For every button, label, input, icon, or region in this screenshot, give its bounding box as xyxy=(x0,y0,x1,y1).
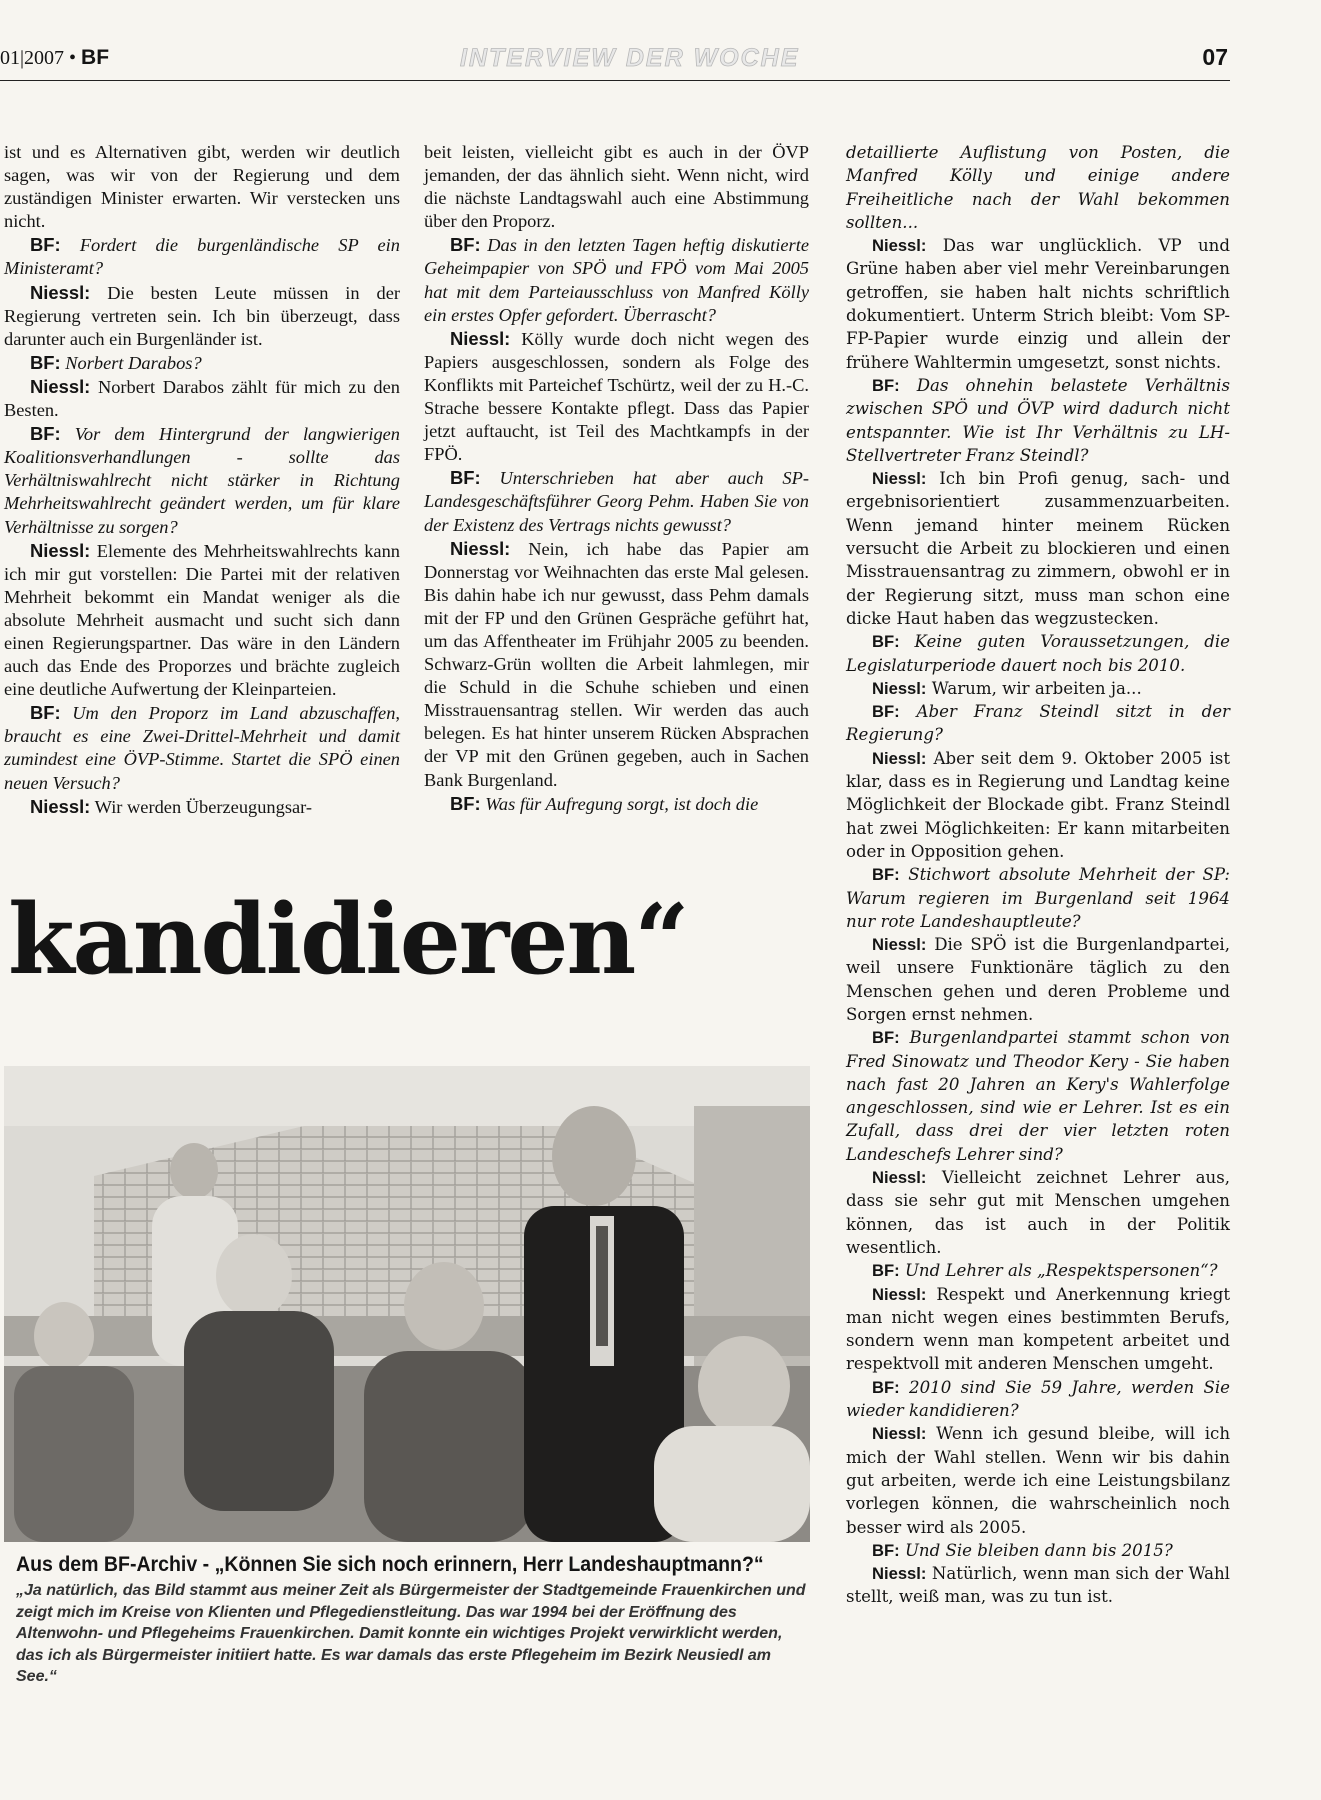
archive-photo xyxy=(4,1066,810,1542)
article-column-2 xyxy=(424,141,809,816)
paragraph-text: Vielleicht zeichnet Lehrer aus, dass sie sehr gut mit Menschen umgehen können, das ist auch in der Politik wesentlich. xyxy=(846,1168,1231,1257)
page-header xyxy=(0,40,1230,81)
paragraph-text: Nein, ich habe das Papier am Donnerstag vor Weihnachten das erste Mal gelesen. Bis dahin habe ich nur gewusst, dass Pehm damals mit der FP und den Grünen Gespräche geführt hat, um das Affentheater im Frühjahr 2005 zu beenden. Schwarz-Grün wollten die Arbeit lahmlegen, mir die Schuld in die Schuhe schieben und einen Misstrauensantrag stellen. Wir werden das auch belegen. Es hat hinter unserem Rücken Absprachen der VP mit den Grünen gegeben, auch in Sachen Bank Burgenland. xyxy=(424,538,809,790)
speaker-label: BF: xyxy=(872,1028,900,1048)
question-paragraph xyxy=(846,374,1230,467)
answer-paragraph xyxy=(424,327,809,467)
page-number: 07 xyxy=(1202,44,1228,70)
question-paragraph xyxy=(424,466,809,536)
paragraph-text: ist und es Alternativen gibt, werden wir deutlich sagen, was wir von der Regierung und dem zuständigen Minister erwarten. Wir verstecken uns nicht. xyxy=(4,142,400,232)
speaker-label: BF: xyxy=(450,467,481,489)
paragraph-text: Stichwort absolute Mehrheit der SP: Warum regieren im Burgenland seit 1964 nur rote Landeshauptleute? xyxy=(846,865,1230,931)
speaker-label: BF: xyxy=(30,234,61,256)
article-column-3 xyxy=(846,141,1230,1609)
speaker-label: BF: xyxy=(30,351,61,373)
paragraph-text: Vor dem Hintergrund der langwierigen Koalitionsverhandlungen - sollte das Verhältniswahlrecht nicht stärker in Richtung Mehrheitswahlrecht geändert werden, um für klare Verhältnisse zu sorgen? xyxy=(4,424,400,537)
answer-paragraph xyxy=(4,281,400,351)
speaker-label: BF: xyxy=(872,375,900,395)
answer-paragraph xyxy=(846,467,1230,630)
caption-title: Aus dem BF-Archiv - „Können Sie sich noch erinnern, Herr Landeshauptmann?“ xyxy=(16,1553,764,1576)
paragraph-text: 2010 sind Sie 59 Jahre, werden Sie wieder kandidieren? xyxy=(846,1377,1230,1421)
speaker-label: Niessl: xyxy=(30,539,91,561)
question-paragraph xyxy=(424,792,809,816)
paragraph-text: Um den Proporz im Land abzuschaffen, braucht es eine Zwei-Drittel-Mehrheit und damit zumindest eine ÖVP-Stimme. Startet die SPÖ einen neuen Versuch? xyxy=(4,703,400,793)
answer-paragraph xyxy=(846,933,1230,1026)
speaker-label: Niessl: xyxy=(450,327,511,349)
issue-info xyxy=(0,46,109,70)
answer-paragraph xyxy=(4,539,400,702)
paragraph-text: Keine guten Voraussetzungen, die Legislaturperiode dauert noch bis 2010. xyxy=(846,632,1230,675)
speaker-label: Niessl: xyxy=(30,375,91,397)
speaker-label: Niessl: xyxy=(30,281,91,303)
caption-text: „Ja natürlich, das Bild stammt aus meiner Zeit als Bürgermeister der Stadtgemeinde Frauenkirchen und zeigt mich im Kreise von Klienten und Pflegedienstleitung. Das war 1994 bei der Eröffnung des Altenwohn- und Pflegeheims Frauenkirchen. Damit konnte ein wichtiges Projekt verwirklicht werden, das ich als Bürgermeister initiiert hatte. Es war damals das erste Pflegeheim im Bezirk Neusiedl am See.“ xyxy=(16,1582,806,1686)
speaker-label: BF: xyxy=(30,423,61,445)
speaker-label: BF: xyxy=(450,234,481,256)
question-paragraph xyxy=(846,1376,1230,1423)
question-paragraph xyxy=(846,863,1230,933)
speaker-label: Niessl: xyxy=(872,1424,927,1444)
speaker-label: BF: xyxy=(872,865,900,885)
photo-illustration xyxy=(4,1066,810,1542)
question-paragraph xyxy=(4,422,400,538)
paragraph-text: Burgenlandpartei stammt schon von Fred Sinowatz und Theodor Kery - Sie haben nach fast 20 Jahren an Kery's Wahlerfolge angeschlossen, sind wie er Lehrer. Ist es ein Zufall, dass drei der vier letzten roten Landeschefs Lehrer sind? xyxy=(846,1028,1230,1164)
speaker-label: BF: xyxy=(872,702,900,722)
question-paragraph xyxy=(4,351,400,375)
question-paragraph xyxy=(846,1026,1230,1166)
answer-paragraph xyxy=(4,141,400,233)
issue-number: 01|2007 xyxy=(0,47,65,69)
speaker-label: Niessl: xyxy=(872,469,927,489)
paragraph-text: Norbert Darabos zählt für mich zu den Besten. xyxy=(4,376,400,421)
speaker-label: Niessl: xyxy=(872,935,927,955)
speaker-label: Niessl: xyxy=(872,678,927,698)
paragraph-text: Kölly wurde doch nicht wegen des Papiers ausgeschlossen, sondern als Folge des Konflikts mit Parteichef Tschürtz, weil der zu H.-C. Strache bessere Kontakte pflegt. Dass das Papier jetzt auftaucht, ist Teil des Machtkampfs in der FPÖ. xyxy=(424,328,809,465)
question-paragraph xyxy=(846,630,1230,677)
paragraph-text: Was für Aufregung sorgt, ist doch die xyxy=(485,793,759,814)
paragraph-text: Warum, wir arbeiten ja... xyxy=(931,678,1142,698)
paragraph-text: Die SPÖ ist die Burgenlandpartei, weil unsere Funktionäre täglich zu den Menschen gehen und deren Probleme und Sorgen ernst nehmen. xyxy=(846,935,1230,1024)
question-paragraph xyxy=(4,701,400,794)
question-paragraph xyxy=(424,233,809,326)
paragraph-text: Natürlich, wenn man sich der Wahl stellt, weiß man, was zu tun ist. xyxy=(846,1564,1230,1607)
paragraph-text: beit leisten, vielleicht gibt es auch in der ÖVP jemanden, der das ähnlich sieht. Wenn nicht, wird die nächste Landtagswahl auch eine Abstimmung über den Proporz. xyxy=(424,142,809,232)
paragraph-text: Das in den letzten Tagen heftig diskutierte Geheimpapier von SPÖ und FPÖ vom Mai 2005 hat mit dem Parteiausschluss von Manfred Kölly ein erstes Opfer gefordert. Überrascht? xyxy=(424,235,809,325)
brand-logo: BF xyxy=(81,46,110,69)
answer-paragraph xyxy=(424,141,809,233)
paragraph-text: Aber seit dem 9. Oktober 2005 ist klar, dass es in Regierung und Landtag keine Möglichkeit der Blockade gibt. Franz Steindl hat zwei Möglichkeiten: Er kann mitarbeiten oder in Opposition gehen. xyxy=(846,748,1230,861)
question-paragraph xyxy=(846,700,1230,747)
speaker-label: BF: xyxy=(872,1261,900,1281)
answer-paragraph xyxy=(846,677,1230,700)
paragraph-text: Elemente des Mehrheitswahlrechts kann ich mir gut vorstellen: Die Partei mit der relativen Mehrheit bekommt ein Mandat weniger als die absolute Mehrheit ausmacht und sucht sich dann einen Regierungspartner. Das wäre in den Ländern auch das Ende des Proporzes und brächte zugleich eine deutliche Aufwertung der Kleinparteien. xyxy=(4,540,400,700)
paragraph-text: Wir werden Überzeugungsar- xyxy=(94,796,313,817)
paragraph-text: Fordert die burgenländische SP ein Ministeramt? xyxy=(4,235,400,279)
answer-paragraph xyxy=(424,537,809,792)
paragraph-text: Und Sie bleiben dann bis 2015? xyxy=(904,1540,1173,1560)
answer-paragraph xyxy=(846,1166,1230,1259)
speaker-label: BF: xyxy=(30,702,61,724)
question-paragraph xyxy=(4,233,400,280)
paragraph-text: Das ohnehin belastete Verhältnis zwischen SPÖ und ÖVP wird dadurch nicht entspannter. Wie ist Ihr Verhältnis zu LH-Stellvertreter Franz Steindl? xyxy=(846,375,1230,465)
headline: kandidieren“ xyxy=(8,883,688,996)
bullet: • xyxy=(69,47,77,69)
speaker-label: Niessl: xyxy=(450,537,511,559)
paragraph-text: Das war unglücklich. VP und Grüne haben aber viel mehr Vereinbarungen getroffen, sie haben halt nichts schriftlich dokumentiert. Unterm Strich bleibt: Vom SP-FP-Papier wurde einzig und allein der frühere Wahltermin umgesetzt, sonst nichts. xyxy=(846,236,1230,372)
paragraph-text: Ich bin Profi genug, sach- und ergebnisorientiert zusammenzuarbeiten. Wenn jemand hinter meinem Rücken versucht die Arbeit zu blockieren und einen Misstrauensantrag zu zimmern, obwohl er in der Regierung sitzt, muss man schon eine dicke Haut haben das wegzustecken. xyxy=(846,469,1230,628)
speaker-label: Niessl: xyxy=(872,1564,927,1584)
answer-paragraph xyxy=(4,375,400,422)
answer-paragraph xyxy=(846,234,1230,374)
question-paragraph xyxy=(846,1259,1230,1282)
speaker-label: BF: xyxy=(872,1540,900,1560)
speaker-label: BF: xyxy=(450,792,481,814)
article-column-1 xyxy=(4,141,400,819)
question-paragraph xyxy=(846,141,1230,234)
speaker-label: Niessl: xyxy=(872,1284,927,1304)
answer-paragraph xyxy=(846,1562,1230,1609)
speaker-label: BF: xyxy=(872,1377,900,1397)
paragraph-text: detaillierte Auflistung von Posten, die Manfred Kölly und einige andere Freiheitliche nach der Wahl bekommen sollten... xyxy=(846,143,1230,232)
speaker-label: Niessl: xyxy=(872,748,927,768)
paragraph-text: Respekt und Anerkennung kriegt man nicht wegen eines bestimmten Berufs, sondern wenn man kompetent arbeitet und respektvoll mit anderen Menschen umgeht. xyxy=(846,1284,1231,1374)
speaker-label: Niessl: xyxy=(872,1168,927,1188)
answer-paragraph xyxy=(846,1283,1230,1376)
answer-paragraph xyxy=(846,747,1230,863)
section-title: INTERVIEW DER WOCHE xyxy=(460,44,800,72)
answer-paragraph xyxy=(4,795,400,819)
answer-paragraph xyxy=(846,1422,1230,1538)
speaker-label: BF: xyxy=(872,632,900,652)
speaker-label: Niessl: xyxy=(30,795,91,817)
paragraph-text: Norbert Darabos? xyxy=(65,352,202,373)
photo-caption xyxy=(16,1552,806,1688)
paragraph-text: Wenn ich gesund bleibe, will ich mich der Wahl stellen. Wenn wir bis dahin gut arbeiten, werde ich eine Leistungsbilanz vorlegen können, die wahrscheinlich noch besser wird als 2005. xyxy=(846,1424,1230,1537)
question-paragraph xyxy=(846,1539,1230,1562)
paragraph-text: Aber Franz Steindl sitzt in der Regierung? xyxy=(846,702,1230,745)
paragraph-text: Die besten Leute müssen in der Regierung vertreten sein. Ich bin überzeugt, dass darunter auch ein Burgenländer ist. xyxy=(4,282,400,349)
paragraph-text: Unterschrieben hat aber auch SP-Landesgeschäftsführer Georg Pehm. Haben Sie von der Existenz des Vertrags nichts gewusst? xyxy=(424,468,809,535)
paragraph-text: Und Lehrer als „Respektspersonen“? xyxy=(904,1261,1218,1281)
speaker-label: Niessl: xyxy=(872,236,927,256)
